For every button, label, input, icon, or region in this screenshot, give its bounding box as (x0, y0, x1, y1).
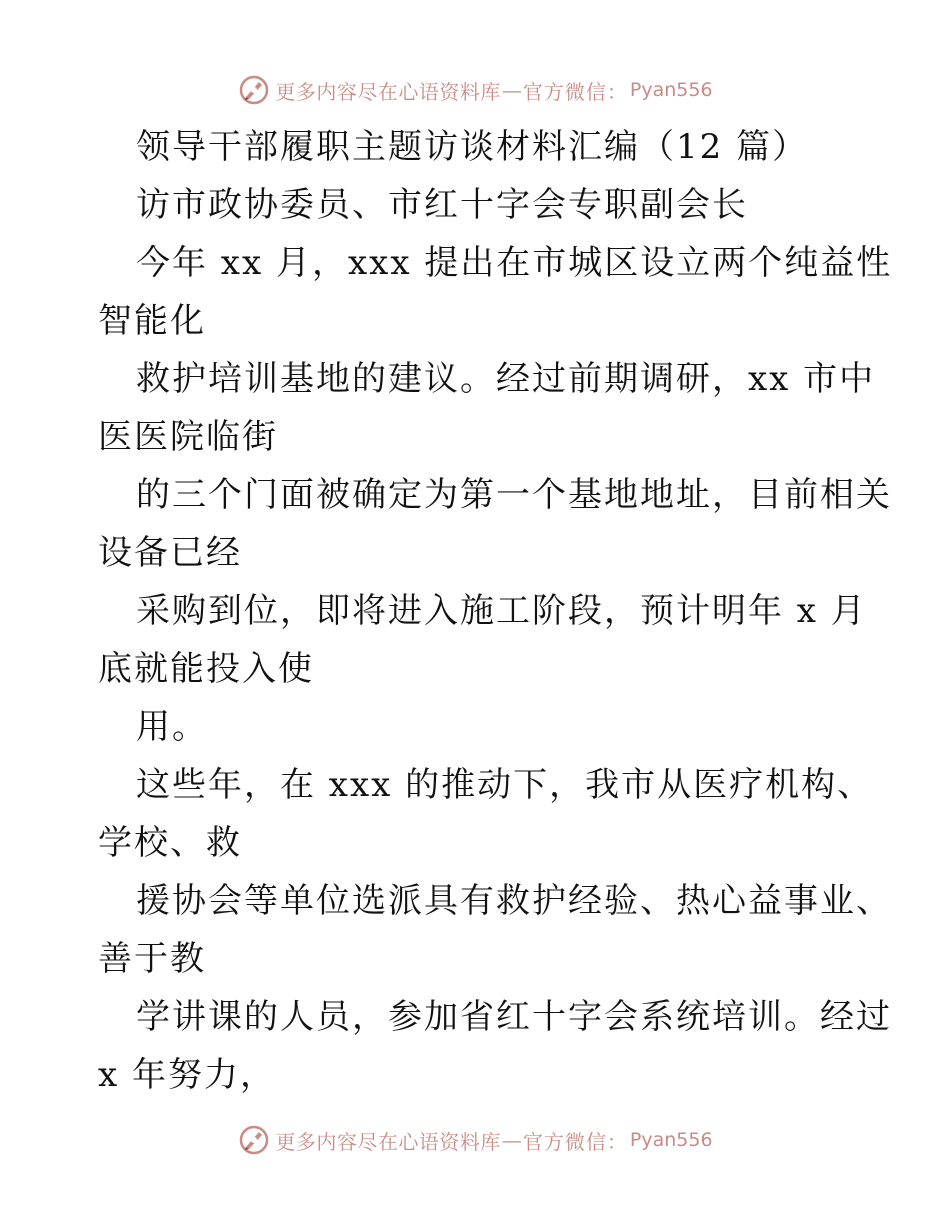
text-line: 学讲课的人员，参加省红十字会系统培训。经过 (136, 997, 892, 1037)
watermark-wechat-label: 官方微信： (522, 1129, 628, 1154)
text-line: 学校、救 (98, 823, 242, 863)
watermark-wechat-id: Pyan556 (629, 1129, 713, 1151)
quill-logo-icon (237, 1123, 271, 1157)
watermark-banner-bottom (0, 1120, 950, 1160)
text-line: 设备已经 (98, 533, 242, 573)
text-line: 智能化 (98, 301, 206, 341)
watermark-wechat-label: 官方微信： (522, 79, 628, 104)
text-line: 底就能投入使 (98, 649, 314, 689)
text-line: 善于教 (98, 939, 206, 979)
watermark-wechat-id: Pyan556 (629, 79, 713, 101)
watermark-site-text: 更多内容尽在心语资料库 (275, 1129, 501, 1154)
text-line: 救护培训基地的建议。经过前期调研，xx 市中 (136, 359, 876, 399)
document-title: 领导干部履职主题访谈材料汇编（12 篇） (136, 127, 809, 167)
text-line: 医医院临街 (98, 417, 278, 457)
watermark-site-text: 更多内容尽在心语资料库 (275, 79, 501, 104)
text-line: 这些年，在 xxx 的推动下，我市从医疗机构、 (136, 765, 874, 805)
quill-logo-icon (237, 73, 271, 107)
text-line: 援协会等单位选派具有救护经验、热心益事业、 (136, 881, 892, 921)
document-body (98, 118, 893, 1104)
text-line: 的三个门面被确定为第一个基地地址，目前相关 (136, 475, 892, 515)
watermark-separator: — (501, 78, 522, 102)
text-line: x 年努力， (98, 1055, 276, 1095)
text-line: 用。 (136, 707, 208, 747)
document-subtitle: 访市政协委员、市红十字会专职副会长 (136, 185, 748, 225)
watermark-separator: — (501, 1128, 522, 1152)
watermark-banner-top (0, 70, 950, 110)
text-line: 今年 xx 月，xxx 提出在市城区设立两个纯益性 (136, 243, 893, 283)
text-line: 采购到位，即将进入施工阶段，预计明年 x 月 (136, 591, 867, 631)
